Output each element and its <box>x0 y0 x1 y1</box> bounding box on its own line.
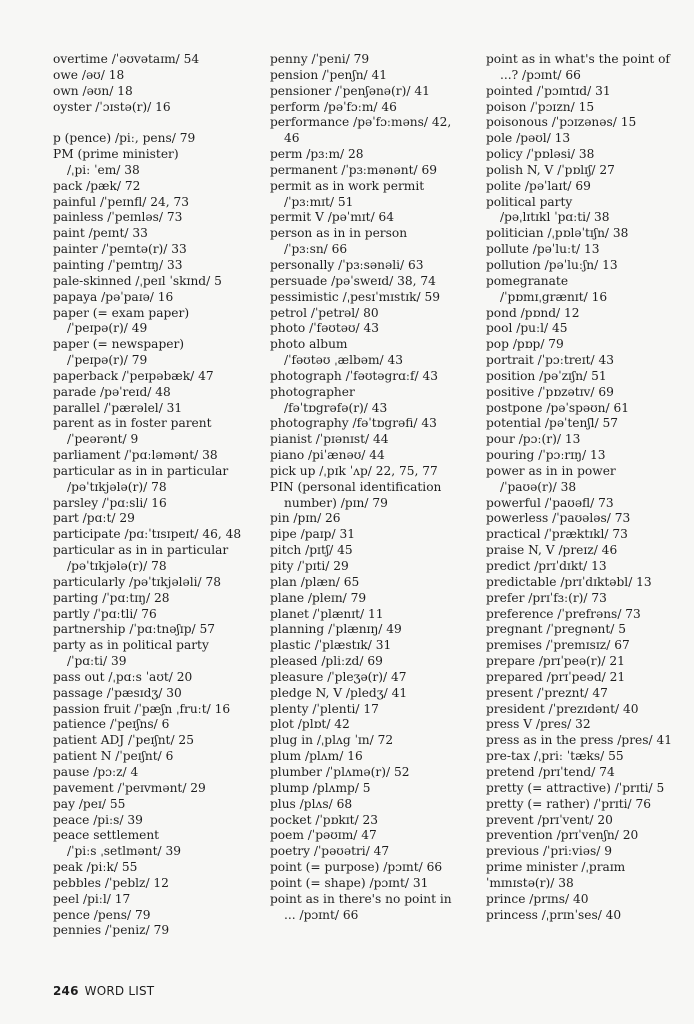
entry-headword: press as in the press /pres/ 41 <box>486 733 672 748</box>
entry-headword: pleased /pliːzd/ 69 <box>270 654 383 669</box>
entry-headword: prevent /prɪˈvent/ 20 <box>486 812 613 827</box>
entry-headword: plum /plʌm/ 16 <box>270 749 363 764</box>
entry-headword: paint /peɪnt/ 33 <box>53 226 148 241</box>
entry-headword: poisonous /ˈpɔɪzənəs/ 15 <box>486 115 637 130</box>
entry-headword: parade /pəˈreɪd/ 48 <box>53 384 171 399</box>
entry-headword: poem /ˈpəʊɪm/ 47 <box>270 828 377 843</box>
entry-headword: predictable /prɪˈdɪktəbl/ 13 <box>486 574 652 589</box>
entry-headword: plenty /ˈplenti/ 17 <box>270 701 379 716</box>
entry-headword: pretend /prɪˈtend/ 74 <box>486 764 615 779</box>
entry-headword: pre-tax /ˌpriː ˈtæks/ 55 <box>486 749 624 764</box>
entry-headword: pitch /pɪtʃ/ 45 <box>270 543 353 558</box>
entry-continuation: number) /pɪn/ 79 <box>284 495 388 510</box>
entry-headword: pale-skinned /ˌpeɪl ˈskɪnd/ 5 <box>53 273 222 288</box>
page-footer <box>53 984 154 998</box>
entry-headword: pebbles /ˈpeblz/ 12 <box>53 875 169 890</box>
entry-headword: particular as in in particular <box>53 543 229 558</box>
entry-headword: pop /pɒp/ 79 <box>486 337 564 352</box>
entry-headword: person as in in person <box>270 226 408 241</box>
entry-headword: painting /ˈpeɪntɪŋ/ 33 <box>53 257 183 272</box>
entry-headword: pregnant /ˈpregnənt/ 5 <box>486 622 627 637</box>
entry-headword: plumber /ˈplʌmə(r)/ 52 <box>270 764 410 779</box>
entry-headword: parliament /ˈpɑːləmənt/ 38 <box>53 448 218 463</box>
entry-continuation: /pəˈtɪkjələ(r)/ 78 <box>67 559 167 573</box>
entry-headword: pay /peɪ/ 55 <box>53 796 126 811</box>
entry-headword: petrol /ˈpetrəl/ 80 <box>270 305 379 320</box>
word-list-column-3 <box>486 52 686 923</box>
entry-headword: pouring /ˈpɔːrɪŋ/ 13 <box>486 448 606 463</box>
entry-headword: patient N /ˈpeɪʃnt/ 6 <box>53 749 174 764</box>
entry-headword: president /ˈprezɪdənt/ 40 <box>486 701 639 716</box>
entry-headword: poison /ˈpɔɪzn/ 15 <box>486 99 595 114</box>
entry-headword: photograph /ˈfəʊtəgrɑːf/ 43 <box>270 368 439 383</box>
entry-continuation: ...? /pɔɪnt/ 66 <box>500 67 581 82</box>
entry-headword: parallel /ˈpærəlel/ 31 <box>53 400 183 415</box>
entry-headword: permit as in work permit <box>270 178 425 193</box>
page-number: 246 <box>53 984 79 998</box>
entry-headword: paper (= exam paper) <box>53 305 190 320</box>
entry-headword: prefer /prɪˈfɜː(r)/ 73 <box>486 590 607 605</box>
entry-continuation: /ˈpaʊə(r)/ 38 <box>500 479 577 494</box>
entry-headword: photo album <box>270 337 348 352</box>
entry-headword: perm /pɜːm/ 28 <box>270 147 364 162</box>
entry-headword: plastic /ˈplæstɪk/ 31 <box>270 638 392 653</box>
entry-headword: plus /plʌs/ 68 <box>270 796 353 811</box>
entry-headword: potential /pəˈtenʃl/ 57 <box>486 416 619 431</box>
entry-headword: pause /pɔːz/ 4 <box>53 764 139 779</box>
entry-headword: pole /pəʊl/ 13 <box>486 131 571 146</box>
entry-headword: patient ADJ /ˈpeɪʃnt/ 25 <box>53 733 194 748</box>
entry-headword: personally /ˈpɜːsənəli/ 63 <box>270 257 424 272</box>
entry-headword: parting /ˈpɑːtɪŋ/ 28 <box>53 590 170 605</box>
entry-headword: pretty (= attractive) /ˈprɪti/ 5 <box>486 780 665 795</box>
entry-headword: passage /ˈpæsɪdʒ/ 30 <box>53 685 182 700</box>
entry-headword: painful /ˈpeɪnfl/ 24, 73 <box>53 194 190 209</box>
entry-headword: powerful /ˈpaʊəfl/ 73 <box>486 495 614 510</box>
entry-headword: position /pəˈzɪʃn/ 51 <box>486 368 607 383</box>
entry-headword: predict /prɪˈdɪkt/ 13 <box>486 559 607 573</box>
entry-headword: performance /pəˈfɔːməns/ 42, <box>270 115 452 130</box>
entry-headword: pension /ˈpenʃn/ 41 <box>270 67 388 82</box>
entry-headword: prince /prɪns/ 40 <box>486 891 589 906</box>
entry-headword: pensioner /ˈpenʃənə(r)/ 41 <box>270 83 430 98</box>
entry-headword: pollute /pəˈluːt/ 13 <box>486 242 600 257</box>
entry-headword: part /pɑːt/ 29 <box>53 511 135 526</box>
entry-headword: photographer <box>270 384 355 399</box>
entry-headword: oyster /ˈɔɪstə(r)/ 16 <box>53 99 171 114</box>
entry-continuation: 46 <box>284 131 300 146</box>
entry-continuation: /ˈpiːs ˌsetlmənt/ 39 <box>67 844 182 859</box>
entry-headword: powerless /ˈpaʊələs/ 73 <box>486 511 631 526</box>
entry-headword: pity /ˈpɪti/ 29 <box>270 559 349 573</box>
entry-headword: plug in /ˌplʌg ˈɪn/ 72 <box>270 733 394 748</box>
entry-headword: present /ˈpreznt/ 47 <box>486 685 608 700</box>
entry-headword: partnership /ˈpɑːtnəʃɪp/ 57 <box>53 622 215 637</box>
entry-headword: pick up /ˌpɪk ˈʌp/ 22, 75, 77 <box>270 463 438 478</box>
entry-headword: pomegranate <box>486 273 569 288</box>
entry-headword: press V /pres/ 32 <box>486 717 591 732</box>
entry-headword: plan /plæn/ 65 <box>270 574 360 589</box>
entry-continuation: /ˈfəʊtəʊ ˌælbəm/ 43 <box>284 353 404 368</box>
entry-headword: power as in in power <box>486 463 616 478</box>
entry-headword: plot /plɒt/ 42 <box>270 717 350 732</box>
entry-headword: owe /əʊ/ 18 <box>53 67 125 82</box>
entry-headword: papaya /pəˈpaɪə/ 16 <box>53 289 174 304</box>
entry-headword: practical /ˈpræktɪkl/ 73 <box>486 527 628 542</box>
entry-headword: pour /pɔː(r)/ 13 <box>486 432 581 447</box>
entry-headword: PIN (personal identification <box>270 479 442 494</box>
entry-headword: photo /ˈfəʊtəʊ/ 43 <box>270 321 379 336</box>
entry-headword: paper (= newspaper) <box>53 337 185 352</box>
entry-headword: polish N, V /ˈpɒlɪʃ/ 27 <box>486 162 615 177</box>
entry-headword: permit V /pəˈmɪt/ 64 <box>270 210 395 225</box>
entry-headword: painless /ˈpeɪnləs/ 73 <box>53 210 183 225</box>
entry-headword: prevention /prɪˈvenʃn/ 20 <box>486 828 639 843</box>
entry-headword: PM (prime minister) <box>53 147 179 162</box>
entry-headword: pipe /paɪp/ 31 <box>270 527 355 542</box>
entry-headword: peace /piːs/ 39 <box>53 812 143 827</box>
entry-continuation: ... /pɔɪnt/ 66 <box>284 907 359 922</box>
entry-continuation: /ˈpɑːti/ 39 <box>67 654 127 669</box>
entry-continuation: /ˈpɜːmɪt/ 51 <box>284 194 354 209</box>
entry-headword: partly /ˈpɑːtli/ 76 <box>53 606 157 621</box>
entry-headword: pointed /ˈpɔɪntɪd/ 31 <box>486 83 611 98</box>
entry-continuation: /ˈpɜːsn/ 66 <box>284 242 348 257</box>
entry-headword: premises /ˈpremɪsɪz/ 67 <box>486 638 630 653</box>
entry-headword: politician /ˌpɒləˈtɪʃn/ 38 <box>486 226 629 241</box>
entry-headword: pass out /ˌpɑːs ˈaʊt/ 20 <box>53 669 193 684</box>
entry-headword: praise N, V /preɪz/ 46 <box>486 543 618 558</box>
entry-headword: pleasure /ˈpleʒə(r)/ 47 <box>270 669 407 684</box>
entry-headword: passion fruit /ˈpæʃn ˌfruːt/ 16 <box>53 701 231 716</box>
entry-headword: pledge N, V /pledʒ/ 41 <box>270 685 408 700</box>
entry-headword: pack /pæk/ 72 <box>53 178 141 193</box>
entry-headword: paperback /ˈpeɪpəbæk/ 47 <box>53 368 214 383</box>
entry-headword: political party <box>486 194 573 209</box>
entry-continuation: /fəˈtɒgrəfə(r)/ 43 <box>284 400 388 415</box>
entry-headword: overtime /ˈəʊvətaɪm/ 54 <box>53 52 200 66</box>
entry-continuation: /ˈpeɪpə(r)/ 49 <box>67 321 148 336</box>
entry-headword: princess /ˌprɪnˈses/ 40 <box>486 907 622 922</box>
entry-headword: pollution /pəˈluːʃn/ 13 <box>486 257 618 272</box>
entry-headword: peel /piːl/ 17 <box>53 891 131 906</box>
entry-headword: point (= purpose) /pɔɪnt/ 66 <box>270 860 443 875</box>
entry-headword: pence /pens/ 79 <box>53 907 151 922</box>
word-list-column-1 <box>53 52 253 939</box>
entry-continuation: /ˈpɒmɪˌgrænɪt/ 16 <box>500 289 608 304</box>
entry-headword: pin /pɪn/ 26 <box>270 511 341 526</box>
entry-headword: persuade /pəˈsweɪd/ 38, 74 <box>270 273 436 288</box>
entry-headword: parent as in foster parent <box>53 416 212 431</box>
entry-headword: point as in what's the point of <box>486 52 670 66</box>
entry-headword: point (= shape) /pɔɪnt/ 31 <box>270 875 429 890</box>
entry-headword: polite /pəˈlaɪt/ 69 <box>486 178 591 193</box>
entry-headword: peace settlement <box>53 828 160 843</box>
entry-spacer <box>53 115 253 131</box>
entry-headword: portrait /ˈpɔːtreɪt/ 43 <box>486 353 615 368</box>
entry-headword: prime minister /ˌpraɪm <box>486 860 626 875</box>
entry-headword: pianist /ˈpɪənɪst/ 44 <box>270 432 389 447</box>
entry-continuation: /ˌpiː ˈem/ 38 <box>67 162 140 177</box>
entry-headword: ˈmɪnɪstə(r)/ 38 <box>486 875 574 890</box>
entry-headword: participate /pɑːˈtɪsɪpeɪt/ 46, 48 <box>53 527 242 542</box>
entry-headword: particularly /pəˈtɪkjələli/ 78 <box>53 574 222 589</box>
entry-continuation: /pəˈtɪkjələ(r)/ 78 <box>67 479 167 494</box>
entry-headword: photography /fəˈtɒgrəfi/ 43 <box>270 416 437 431</box>
entry-headword: patience /ˈpeɪʃns/ 6 <box>53 717 170 732</box>
entry-headword: p (pence) /piː, pens/ 79 <box>53 131 196 146</box>
entry-headword: permanent /ˈpɜːmənənt/ 69 <box>270 162 437 177</box>
entry-headword: prepare /prɪˈpeə(r)/ 21 <box>486 654 625 669</box>
entry-headword: pretty (= rather) /ˈprɪti/ 76 <box>486 796 652 811</box>
entry-headword: poetry /ˈpəʊətri/ 47 <box>270 844 390 859</box>
entry-headword: penny /ˈpeni/ 79 <box>270 52 370 66</box>
entry-headword: own /əʊn/ 18 <box>53 83 133 98</box>
entry-headword: postpone /pəˈspəʊn/ 61 <box>486 400 630 415</box>
entry-continuation: /ˈpeərənt/ 9 <box>67 432 139 447</box>
entry-headword: policy /ˈpɒləsi/ 38 <box>486 147 595 162</box>
word-list-column-2 <box>270 52 475 923</box>
entry-headword: planning /ˈplænɪŋ/ 49 <box>270 622 402 637</box>
entry-headword: peak /piːk/ 55 <box>53 860 138 875</box>
entry-headword: prepared /prɪˈpeəd/ 21 <box>486 669 626 684</box>
entry-headword: pavement /ˈpeɪvmənt/ 29 <box>53 780 206 795</box>
entry-headword: point as in there's no point in <box>270 891 452 906</box>
entry-headword: pool /puːl/ 45 <box>486 321 568 336</box>
entry-headword: piano /piˈænəʊ/ 44 <box>270 448 385 463</box>
entry-continuation: /pəˌlɪtɪkl ˈpɑːti/ 38 <box>500 210 610 225</box>
entry-headword: painter /ˈpeɪntə(r)/ 33 <box>53 242 187 257</box>
entry-headword: previous /ˈpriːviəs/ 9 <box>486 844 613 859</box>
section-label: WORD LIST <box>84 984 155 998</box>
entry-headword: planet /ˈplænɪt/ 11 <box>270 606 384 621</box>
entry-headword: pennies /ˈpeniz/ 79 <box>53 923 170 938</box>
entry-headword: perform /pəˈfɔːm/ 46 <box>270 99 397 114</box>
entry-headword: party as in political party <box>53 638 209 653</box>
entry-headword: positive /ˈpɒzətɪv/ 69 <box>486 384 614 399</box>
entry-headword: parsley /ˈpɑːsli/ 16 <box>53 495 167 510</box>
entry-headword: preference /ˈprefrəns/ 73 <box>486 606 641 621</box>
entry-headword: pond /pɒnd/ 12 <box>486 305 580 320</box>
entry-headword: pocket /ˈpɒkɪt/ 23 <box>270 812 379 827</box>
entry-headword: particular as in in particular <box>53 463 229 478</box>
entry-headword: plane /pleɪn/ 79 <box>270 590 367 605</box>
entry-continuation: /ˈpeɪpə(r)/ 79 <box>67 353 148 368</box>
entry-headword: pessimistic /ˌpesɪˈmɪstɪk/ 59 <box>270 289 440 304</box>
entry-headword: plump /plʌmp/ 5 <box>270 780 371 795</box>
